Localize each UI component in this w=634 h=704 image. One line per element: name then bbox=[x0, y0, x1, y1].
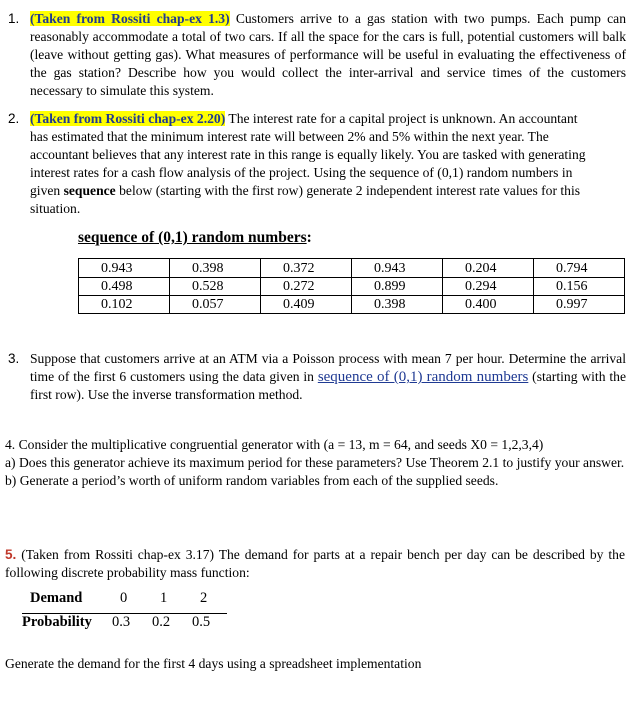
table-row bbox=[79, 278, 625, 296]
question-5-final-text: Generate the demand for the first 4 days using a spreadsheet implementation bbox=[5, 656, 422, 671]
table-cell: 0.943 bbox=[79, 259, 170, 278]
table-cell: 0.156 bbox=[534, 278, 625, 296]
question-2-text bbox=[30, 110, 590, 219]
table-cell: 0.409 bbox=[261, 296, 352, 314]
table-cell: 0.498 bbox=[79, 278, 170, 296]
table-cell: 0.398 bbox=[352, 296, 443, 314]
question-4-part-b: b) Generate a period’s worth of uniform random variables from each of the supplied seeds. bbox=[5, 473, 499, 489]
question-2-number: 2. bbox=[8, 111, 20, 126]
question-3-body-start: Suppose that customers arrive at an ATM via a Poisson process with mean 7 per hour. Determine the arrival time of the first 6 customers using the data given in bbox=[30, 351, 626, 385]
question-1-source-highlight: (Taken from Rossiti chap-ex 1.3) bbox=[30, 11, 230, 26]
question-4-text bbox=[5, 436, 625, 490]
table-cell: 0.528 bbox=[170, 278, 261, 296]
question-4-stem: 4. Consider the multiplicative congruential generator with (a = 13, m = 64, and seeds X0 = 1,2,3,4) bbox=[5, 437, 544, 452]
pmf-demand-value: 1 bbox=[160, 590, 168, 606]
pmf-probability-value: 0.3 bbox=[112, 614, 131, 630]
table-cell: 0.294 bbox=[443, 278, 534, 296]
question-2-body-end: below (starting with the first row) generate 2 independent interest rate values for this situation. bbox=[30, 183, 581, 217]
table-cell: 0.997 bbox=[534, 296, 625, 314]
table-cell: 0.204 bbox=[443, 259, 534, 278]
table-cell: 0.400 bbox=[443, 296, 534, 314]
table-row bbox=[79, 296, 625, 314]
pmf-demand-label: Demand bbox=[30, 590, 83, 606]
table-cell: 0.102 bbox=[79, 296, 170, 314]
pmf-probability-value: 0.5 bbox=[192, 614, 211, 630]
question-5-number: 5. bbox=[5, 547, 17, 562]
random-number-table bbox=[78, 258, 625, 314]
question-4-part-a: a) Does this generator achieve its maximum period for these parameters? Use Theorem 2.1 to justify your answer. bbox=[5, 455, 625, 471]
question-1-number: 1. bbox=[8, 11, 20, 26]
question-5-body: (Taken from Rossiti chap-ex 3.17) The demand for parts at a repair bench per day can be described by the following discrete probability mass function: bbox=[5, 547, 625, 581]
question-1-body: Customers arrive to a gas station with two pumps. Each pump can reasonably accommodate a total of two cars. If all the space for the cars is full, potential customers will balk (leave without getting gas). What measures of performance will be useful in evaluating the effectiveness of the gas station? Describe how you would collect the inter-arrival and service times of the customers necessary to simulate this system. bbox=[30, 11, 626, 99]
sequence-heading-colon: : bbox=[306, 229, 312, 246]
sequence-heading-text: sequence of (0,1) random numbers bbox=[78, 229, 307, 246]
pmf-demand-value: 0 bbox=[120, 590, 128, 606]
question-5-text bbox=[5, 546, 625, 582]
question-2-source-highlight: (Taken from Rossiti chap-ex 2.20) bbox=[30, 111, 226, 126]
question-1-text bbox=[30, 10, 626, 100]
pmf-probability-label: Probability bbox=[22, 614, 92, 630]
table-cell: 0.398 bbox=[170, 259, 261, 278]
pmf-demand-value: 2 bbox=[200, 590, 208, 606]
question-3-text bbox=[30, 350, 626, 404]
table-row bbox=[79, 259, 625, 278]
sequence-reference-link[interactable]: sequence of (0,1) random numbers bbox=[317, 369, 529, 386]
table-cell: 0.899 bbox=[352, 278, 443, 296]
question-3-body-end: (starting with the first row). Use the inverse transformation method. bbox=[30, 369, 626, 403]
table-cell: 0.272 bbox=[261, 278, 352, 296]
table-cell: 0.943 bbox=[352, 259, 443, 278]
table-cell: 0.794 bbox=[534, 259, 625, 278]
question-3-number: 3. bbox=[8, 351, 20, 366]
pmf-probability-value: 0.2 bbox=[152, 614, 171, 630]
question-2-body-start: The interest rate for a capital project is unknown. An accountant has estimated that the minimum interest rate will between 2% and 5% within the next year. The accountant believes that any interest rate in this range is equally likely. You are tasked with generating interest rates for a cash flow analysis of the project. Using the sequence of (0,1) random numbers in given bbox=[30, 111, 586, 199]
sequence-heading bbox=[78, 229, 312, 247]
table-cell: 0.372 bbox=[261, 259, 352, 278]
question-2-bold-sequence: sequence bbox=[63, 183, 116, 199]
table-cell: 0.057 bbox=[170, 296, 261, 314]
